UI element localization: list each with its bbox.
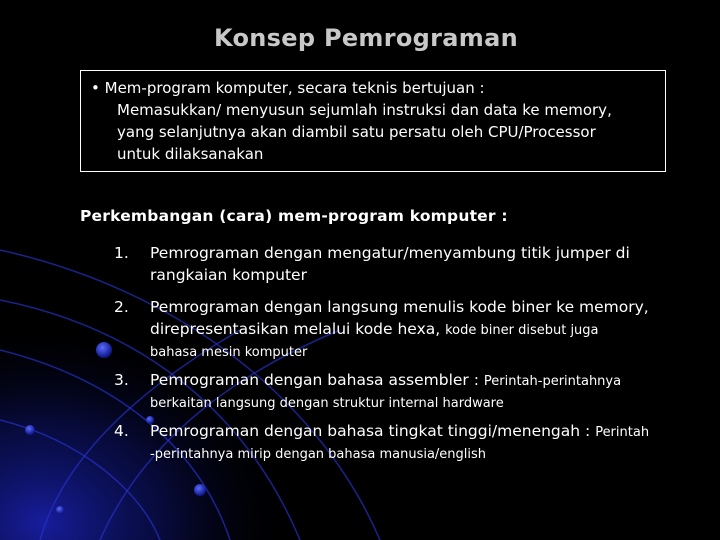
item-number: 3. [114, 371, 129, 389]
item-note: kode biner disebut juga [445, 323, 599, 338]
item-text: Pemrograman dengan mengatur/menyambung titik jumper di [150, 244, 630, 262]
item-number: 1. [114, 244, 129, 262]
item-text: Pemrograman dengan bahasa tingkat tinggi/menengah : [150, 422, 591, 440]
item-text: direpresentasikan melalui kode hexa, [150, 320, 441, 338]
item-number: 4. [114, 422, 129, 440]
item-note: Perintah [595, 425, 650, 440]
definition-lead: Mem-program komputer, secara teknis bertujuan : [104, 79, 485, 97]
item-note: Perintah-perintahnya [483, 374, 622, 389]
definition-box [80, 70, 666, 172]
bullet-icon: • [91, 79, 100, 97]
item-text: rangkaian komputer [150, 266, 307, 284]
definition-line: Memasukkan/ menyusun sejumlah instruksi dan data ke memory, [117, 101, 612, 119]
item-note: bahasa mesin komputer [150, 345, 308, 360]
definition-line: untuk dilaksanakan [117, 145, 264, 163]
definition-first-line [91, 77, 657, 99]
slide-title: Konsep Pemrograman [214, 24, 518, 52]
item-number: 2. [114, 298, 129, 316]
item-note: berkaitan langsung dengan struktur internal hardware [150, 396, 504, 411]
definition-line: yang selanjutnya akan diambil satu persatu oleh CPU/Processor [117, 123, 596, 141]
item-text: Pemrograman dengan bahasa assembler : [150, 371, 479, 389]
section-heading: Perkembangan (cara) mem-program komputer : [80, 207, 508, 225]
item-text: Pemrograman dengan langsung menulis kode biner ke memory, [150, 298, 649, 316]
item-note: -perintahnya mirip dengan bahasa manusia/english [150, 447, 487, 462]
